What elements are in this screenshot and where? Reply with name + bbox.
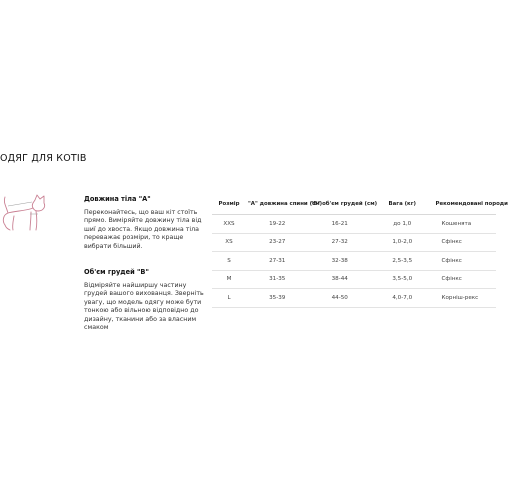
weight-cell: 1,0-2,0 (371, 233, 434, 252)
column-header: Розмір (212, 194, 246, 215)
weight-cell: 4,0-7,0 (371, 289, 434, 308)
breeds-cell: Сфінкс (434, 270, 497, 289)
size-table (212, 194, 508, 308)
column-header: Вага (кг) (371, 194, 434, 215)
chest-girth-cell: 38-44 (309, 270, 372, 289)
chest-girth-text: Відміряйте найширшу частину грудей вашого вихованця. Зверніть увагу, що модель одягу може бути тонкою або вільною відповідно до дизайну, тканини або за власним смаком (84, 282, 204, 332)
back-length-cell: 31-35 (246, 270, 309, 289)
weight-cell: до 1,0 (371, 215, 434, 234)
back-length-cell: 27-31 (246, 252, 309, 271)
breeds-cell: Корніш-рекс (434, 289, 497, 308)
body-length-text: Переконайтесь, що ваш кіт стоїть прямо. Виміряйте довжину тіла від шиї до хвоста. Якщо довжина тіла переважає розміри, то краще вибрати більший. (84, 209, 202, 250)
size-cell: L (212, 289, 246, 308)
chest-girth-cell: 44-50 (309, 289, 372, 308)
table-row (212, 252, 496, 271)
size-cell: S (212, 252, 246, 271)
table-row (212, 270, 496, 289)
weight-cell: 3,5-5,0 (371, 270, 434, 289)
column-header: "В" об'єм грудей (см) (309, 194, 372, 215)
back-length-cell: 19-22 (246, 215, 309, 234)
table-row (212, 233, 496, 252)
size-cell: XXS (212, 215, 246, 234)
size-cell: M (212, 270, 246, 289)
chest-girth-cell: 16-21 (309, 215, 372, 234)
breeds-cell: Кошенята (434, 215, 497, 234)
column-header: "А" довжина спини (см) (246, 194, 309, 215)
chest-girth-cell: 27-32 (309, 233, 372, 252)
back-length-cell: 35-39 (246, 289, 309, 308)
table-row (212, 215, 496, 234)
cat-measurement-icon (0, 180, 48, 242)
body-length-heading: Довжина тіла "А" (84, 195, 151, 203)
size-cell: XS (212, 233, 246, 252)
table-row (212, 289, 496, 308)
breeds-cell: Сфінкс (434, 233, 497, 252)
chest-girth-heading: Об'єм грудей "В" (84, 268, 149, 277)
breeds-cell: Сфінкс (434, 252, 497, 271)
column-header: Рекомендовані породи (434, 194, 497, 215)
table-header-row (212, 194, 496, 215)
back-length-cell: 23-27 (246, 233, 309, 252)
chest-girth-cell: 32-38 (309, 252, 372, 271)
weight-cell: 2,5-3,5 (371, 252, 434, 271)
section-title: ОДЯГ ДЛЯ КОТІВ (0, 153, 87, 164)
measurement-guide (84, 195, 206, 332)
